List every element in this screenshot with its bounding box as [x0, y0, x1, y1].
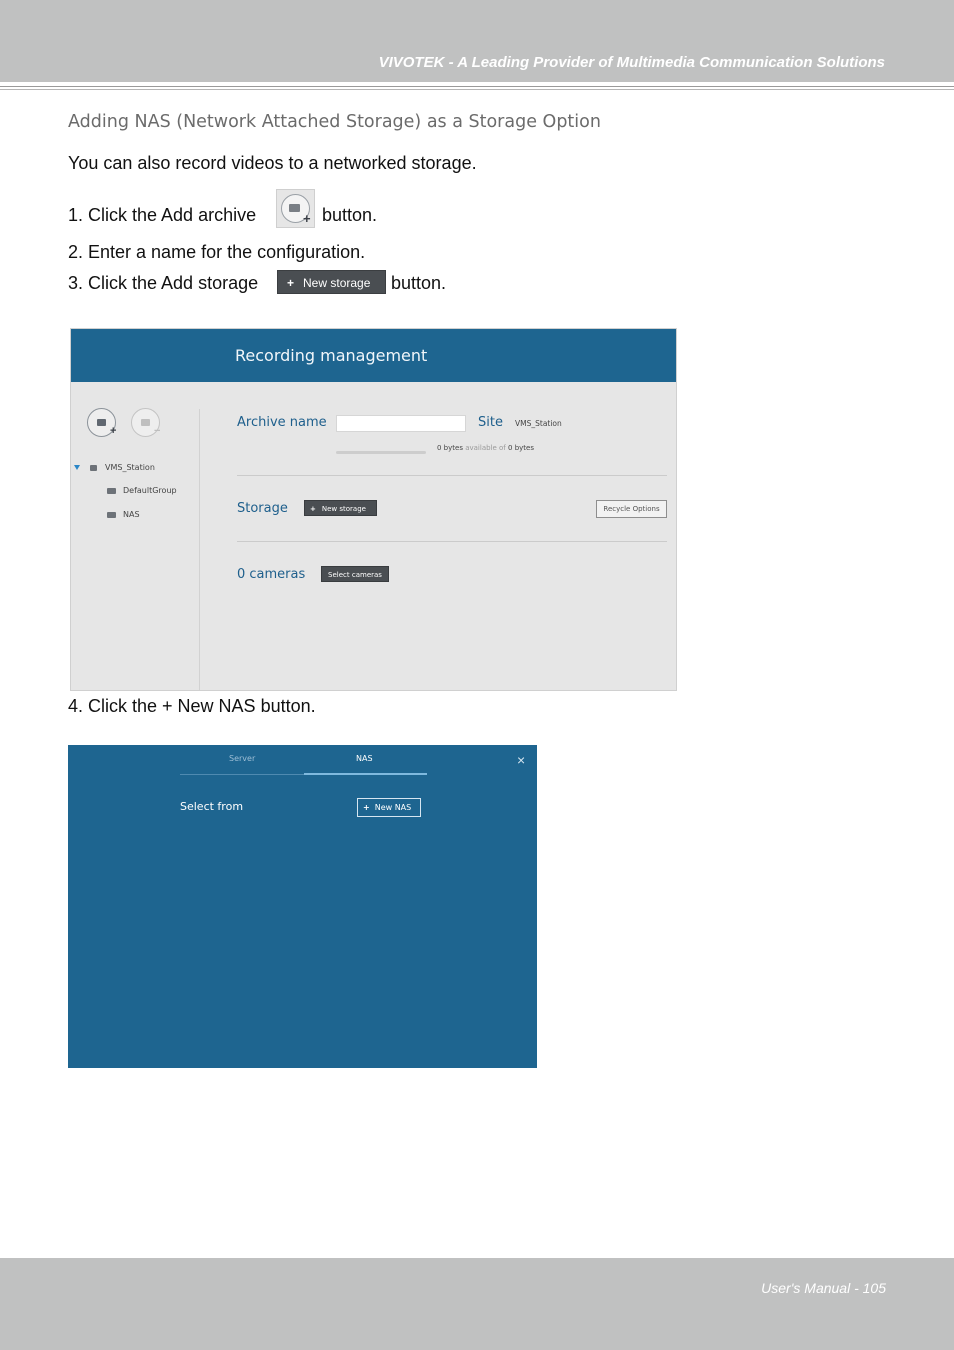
site-label: Site	[478, 415, 503, 430]
tree-item-default-group[interactable]: DefaultGroup	[123, 486, 177, 495]
database-icon	[107, 512, 116, 518]
window-title-bar	[71, 329, 677, 382]
remove-archive-button[interactable]	[131, 408, 160, 437]
page-number: User's Manual - 105	[761, 1280, 886, 1296]
storage-usage-text	[437, 444, 534, 452]
step-1-text: 1. Click the Add archive	[68, 205, 257, 225]
header-title: VIVOTEK - A Leading Provider of Multimedia Communication Solutions	[378, 54, 885, 71]
step-1-suffix: button.	[322, 205, 378, 225]
new-storage-label: New storage	[321, 505, 366, 513]
plus-icon: +	[363, 803, 370, 812]
select-from-label: Select from	[180, 800, 244, 813]
storage-label: Storage	[237, 501, 288, 516]
cameras-count-label: 0 cameras	[237, 567, 306, 582]
tab-underline	[180, 774, 304, 775]
minus-icon: −	[154, 425, 161, 437]
header-rule-secondary	[0, 89, 954, 90]
new-storage-button-illustration	[277, 270, 386, 294]
archive-name-label: Archive name	[237, 415, 327, 430]
site-value: VMS_Station	[515, 419, 562, 428]
nas-dialog	[68, 745, 537, 1068]
step-3-text: 3. Click the Add storage	[68, 273, 259, 293]
step-2: 2. Enter a name for the configuration.	[68, 242, 366, 262]
close-icon[interactable]: ×	[517, 752, 526, 768]
recycle-options-button[interactable]: Recycle Options	[596, 500, 667, 518]
storage-usage-bar	[336, 451, 426, 454]
new-nas-label: New NAS	[374, 803, 412, 812]
archive-name-input[interactable]	[336, 415, 466, 432]
step-3-suffix: button.	[391, 273, 447, 293]
new-storage-button[interactable]	[304, 500, 377, 516]
bytes-total: 0 bytes	[508, 444, 534, 452]
database-icon	[97, 419, 106, 426]
add-archive-button[interactable]	[87, 408, 116, 437]
page-footer	[0, 1258, 954, 1350]
page-header	[0, 0, 954, 82]
intro-paragraph: You can also record videos to a networked storage.	[68, 153, 477, 173]
bytes-available-text: available of	[465, 444, 506, 452]
database-icon	[289, 204, 300, 212]
server-icon	[90, 465, 97, 471]
recording-management-window	[70, 328, 677, 691]
section-divider	[237, 541, 667, 542]
expand-caret-icon[interactable]	[74, 465, 80, 470]
step-1	[68, 205, 378, 226]
select-cameras-button[interactable]: Select cameras	[321, 566, 389, 582]
database-icon	[107, 488, 116, 494]
window-title: Recording management	[235, 346, 428, 365]
add-archive-button-illustration	[276, 189, 315, 228]
plus-icon: +	[310, 505, 316, 513]
section-title: Adding NAS (Network Attached Storage) as a Storage Option	[68, 112, 601, 132]
new-nas-button[interactable]	[357, 798, 421, 817]
step-4: 4. Click the + New NAS button.	[68, 696, 316, 716]
database-icon	[141, 419, 150, 426]
plus-icon: +	[303, 211, 311, 226]
tab-server[interactable]: Server	[229, 754, 256, 763]
plus-icon: +	[287, 276, 295, 290]
new-storage-label: New storage	[303, 276, 371, 290]
bytes-used: 0 bytes	[437, 444, 463, 452]
tree-item-nas[interactable]: NAS	[123, 510, 140, 519]
panel-divider	[199, 409, 200, 691]
active-tab-indicator	[304, 773, 427, 775]
plus-icon: +	[110, 425, 117, 437]
tree-item-station[interactable]: VMS_Station	[105, 463, 155, 472]
header-rule	[0, 86, 954, 87]
tab-nas[interactable]: NAS	[356, 754, 373, 763]
section-divider	[237, 475, 667, 476]
